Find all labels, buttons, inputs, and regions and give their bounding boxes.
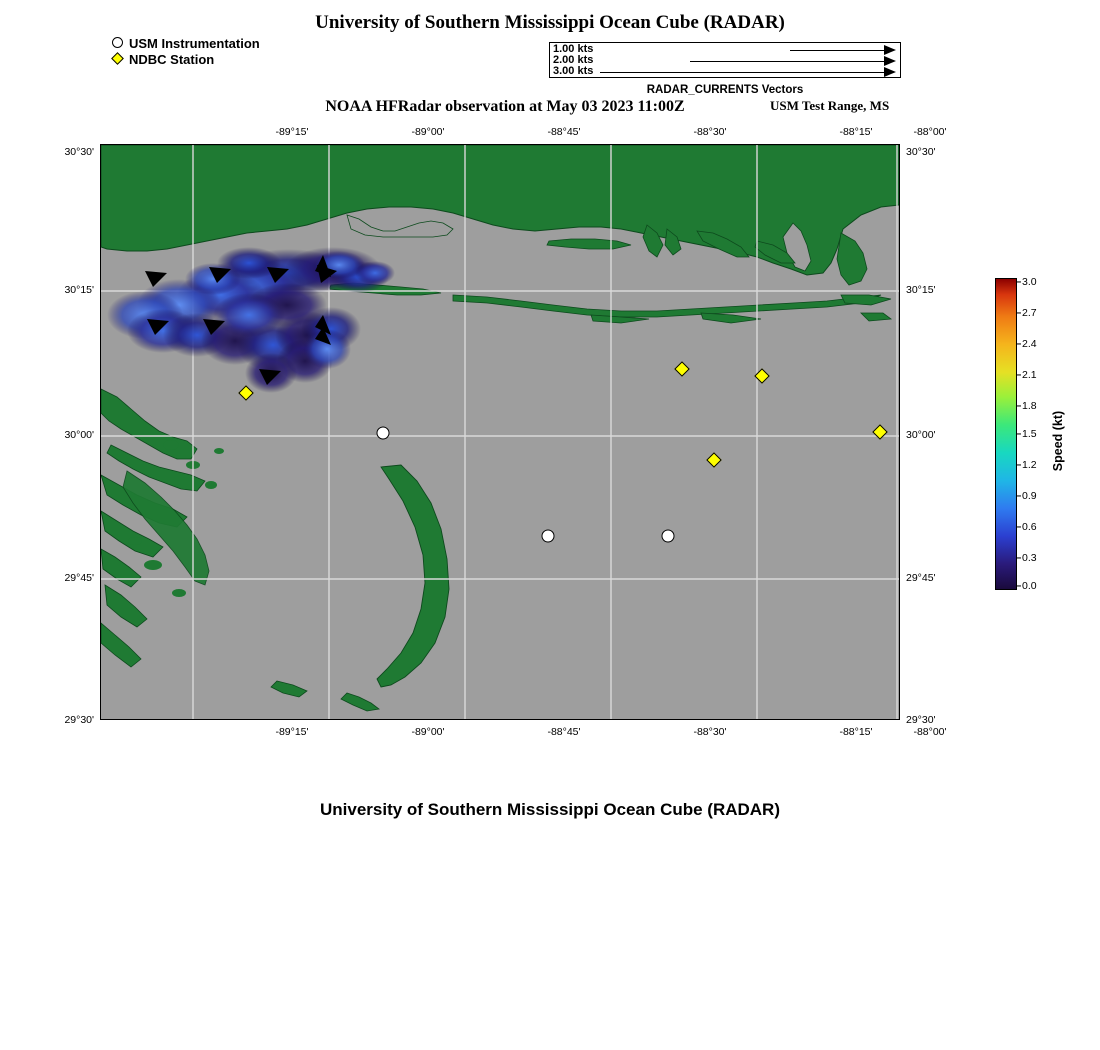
colorbar-title: Speed (kt) <box>1051 410 1065 472</box>
x-tick-top-4: -88°15' <box>839 126 873 138</box>
usm-instrumentation-marker[interactable] <box>377 427 390 440</box>
footer-title: University of Southern Mississippi Ocean Cube (RADAR) <box>319 800 780 819</box>
x-tick-top-5: -88°00' <box>913 126 947 138</box>
colorbar-tick-8: 0.6 <box>1022 521 1037 533</box>
range-label: USM Test Range, MS <box>770 98 890 113</box>
vector-key-caption: RADAR_CURRENTS Vectors <box>646 84 804 96</box>
colorbar-tick-7: 0.9 <box>1022 490 1037 502</box>
y-tick-right-0: 30°30' <box>906 146 936 158</box>
colorbar-tick-6: 1.2 <box>1022 459 1037 471</box>
colorbar-gradient <box>995 278 1017 590</box>
colorbar-tick-0: 3.0 <box>1022 276 1037 288</box>
map-canvas <box>101 145 899 719</box>
legend-item-ndbc-station <box>110 52 260 67</box>
x-tick-top-3: -88°30' <box>693 126 727 138</box>
colorbar-tick-5: 1.5 <box>1022 428 1037 440</box>
x-tick-top-2: -88°45' <box>547 126 581 138</box>
y-tick-left-3: 29°45' <box>64 572 94 584</box>
y-tick-left-2: 30°00' <box>64 429 94 441</box>
map-plot-area[interactable] <box>100 144 900 720</box>
legend-item-usm-instrumentation <box>110 36 260 51</box>
diamond-marker-icon <box>110 52 126 67</box>
vector-key-row-3 <box>550 66 902 78</box>
colorbar-tick-4: 1.8 <box>1022 400 1037 412</box>
legend-label-usm: USM Instrumentation <box>129 36 260 51</box>
x-tick-bottom-5: -88°00' <box>913 726 947 738</box>
vector-key-label-2: 2.00 kts <box>553 54 594 66</box>
y-tick-left-0: 30°30' <box>64 146 94 158</box>
x-tick-bottom-2: -88°45' <box>547 726 581 738</box>
x-tick-bottom-4: -88°15' <box>839 726 873 738</box>
y-tick-right-2: 30°00' <box>906 429 936 441</box>
vector-scale-key <box>549 42 901 78</box>
colorbar-tick-1: 2.7 <box>1022 307 1037 319</box>
colorbar-tick-3: 2.1 <box>1022 369 1037 381</box>
vector-key-label-3: 3.00 kts <box>553 65 594 77</box>
vector-key-label-1: 1.00 kts <box>553 43 594 55</box>
usm-instrumentation-marker[interactable] <box>662 530 675 543</box>
y-tick-left-4: 29°30' <box>64 714 94 726</box>
y-tick-right-3: 29°45' <box>906 572 936 584</box>
circle-marker-icon <box>110 36 126 51</box>
legend-label-ndbc: NDBC Station <box>129 52 215 67</box>
x-tick-top-0: -89°15' <box>275 126 309 138</box>
usm-instrumentation-marker[interactable] <box>542 530 555 543</box>
map-legend <box>110 36 260 68</box>
x-tick-bottom-3: -88°30' <box>693 726 727 738</box>
page-title: University of Southern Mississippi Ocean Cube (RADAR) <box>315 12 785 33</box>
colorbar-tick-2: 2.4 <box>1022 338 1037 350</box>
observation-title: NOAA HFRadar observation at May 03 2023 11:00Z <box>325 98 685 115</box>
y-tick-left-1: 30°15' <box>64 284 94 296</box>
x-tick-top-1: -89°00' <box>411 126 445 138</box>
y-tick-right-4: 29°30' <box>906 714 936 726</box>
x-tick-bottom-1: -89°00' <box>411 726 445 738</box>
colorbar-tick-9: 0.3 <box>1022 552 1037 564</box>
x-tick-bottom-0: -89°15' <box>275 726 309 738</box>
y-tick-right-1: 30°15' <box>906 284 936 296</box>
colorbar-tick-10: 0.0 <box>1022 580 1037 592</box>
